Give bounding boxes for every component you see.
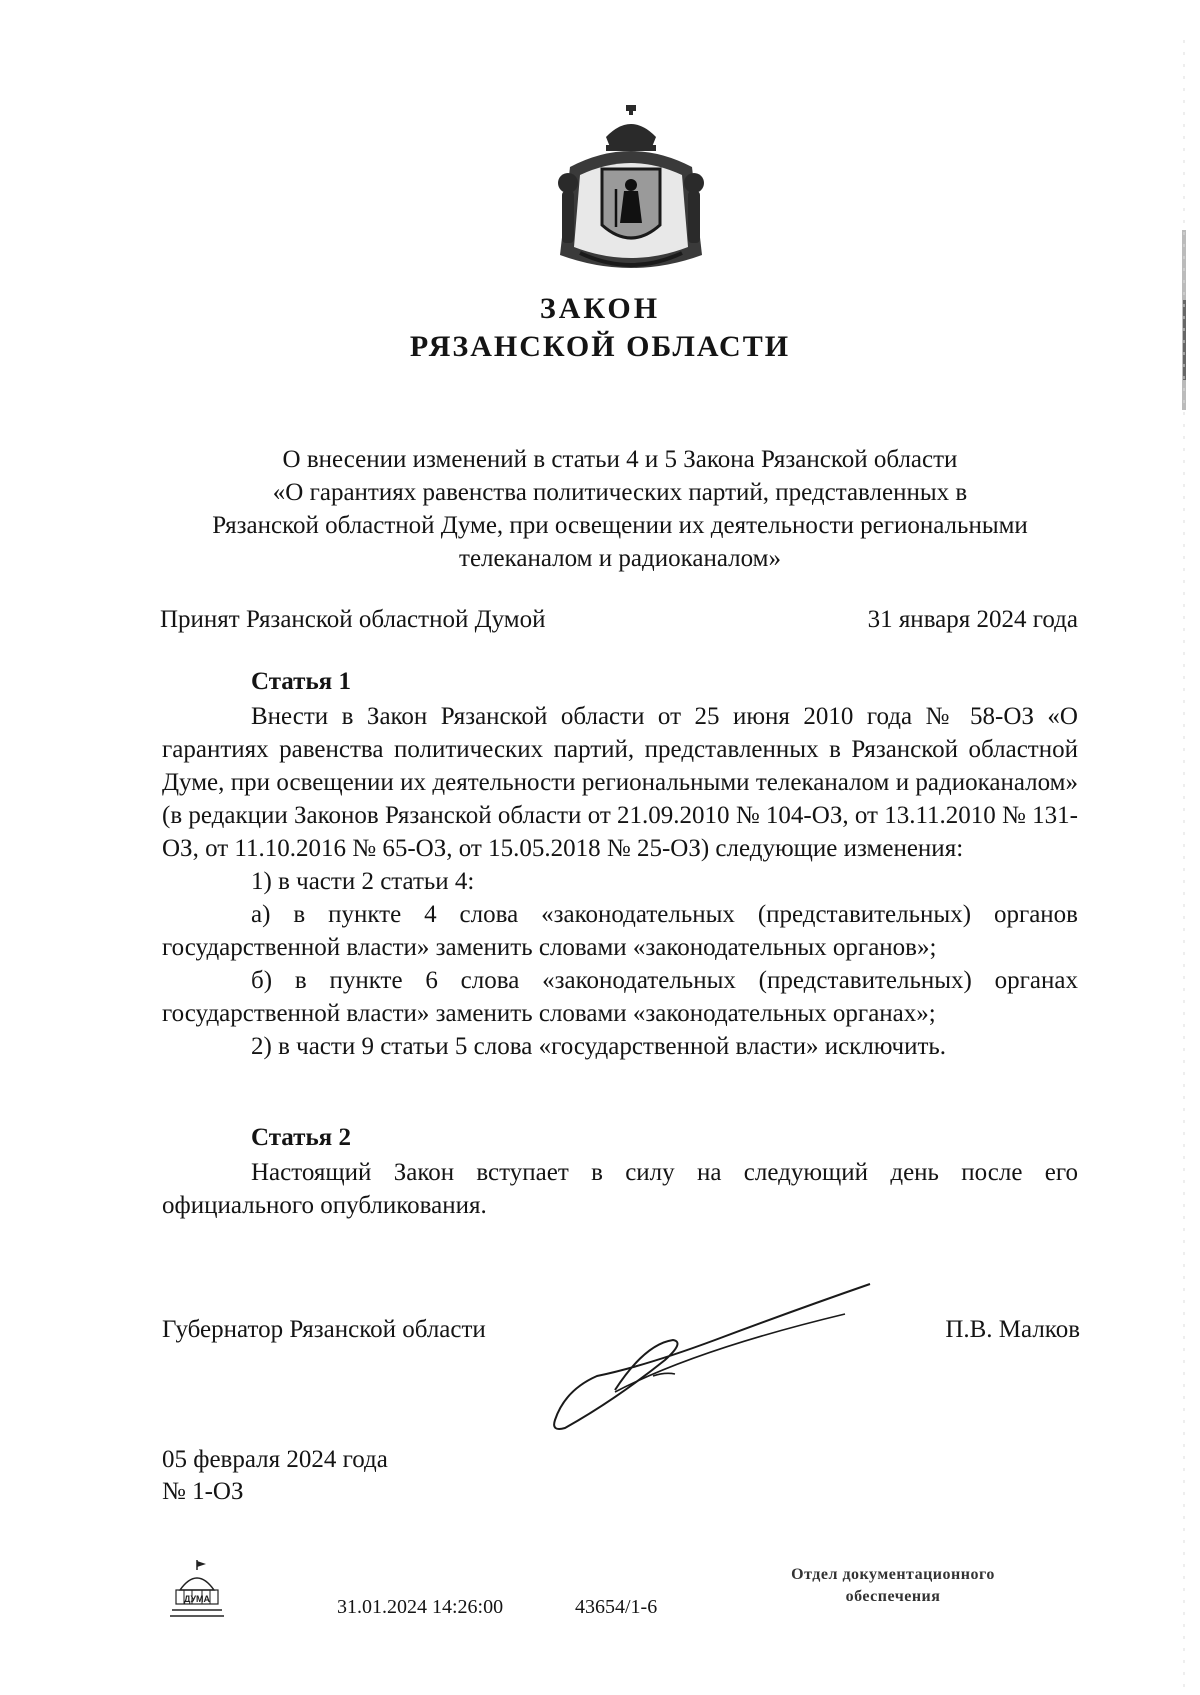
subject-line: О внесении изменений в статьи 4 и 5 Закона Рязанской области — [282, 446, 958, 473]
scan-edge-artifact — [1178, 0, 1190, 1695]
document-subtitle: РЯЗАНСКОЙ ОБЛАСТИ — [409, 330, 791, 363]
registration-number: 43654/1-6 — [575, 1596, 658, 1618]
article-1-item: 1) в части 2 статьи 4: — [251, 868, 475, 895]
law-subject — [160, 443, 1080, 575]
article-2-heading: Статья 2 — [251, 1124, 351, 1151]
governor-name: П.В. Малков — [945, 1316, 1080, 1343]
handwritten-signature — [545, 1280, 875, 1440]
article-1-item: 2) в части 9 статьи 5 слова «государственной власти» исключить. — [251, 1033, 947, 1060]
adoption-label: Принят Рязанской областной Думой — [160, 606, 546, 633]
document-title: ЗАКОН — [539, 292, 661, 325]
governor-title: Губернатор Рязанской области — [162, 1316, 486, 1343]
registration-timestamp: 31.01.2024 14:26:00 — [337, 1596, 504, 1618]
adoption-date: 31 января 2024 года — [867, 606, 1078, 633]
department-stamp — [748, 1564, 1038, 1608]
subject-line: телеканалом и радиоканалом» — [459, 545, 781, 572]
subject-line: «О гарантиях равенства политических партий, представленных в — [272, 479, 968, 506]
article-1-intro: Внести в Закон Рязанской области от 25 июня 2010 года № 58-ОЗ «О гарантиях равенства политических партий, представленных в Рязанской областной Думе, при освещении их деятельности региональными телеканалом и радиоканалом» (в редакции Законов Рязанской области от 21.09.2010 № 104-ОЗ, от 13.11.2010 № 131-ОЗ, от 11.10.2016 № 65-ОЗ, от 15.05.2018 № 25-ОЗ) следующие изменения: — [162, 703, 1078, 862]
signing-date: 05 февраля 2024 года — [162, 1446, 388, 1473]
article-1-heading: Статья 1 — [251, 668, 351, 695]
article-1-body — [162, 700, 1078, 1063]
department-stamp-line: обеспечения — [845, 1588, 941, 1605]
duma-logo-text: ДУМА — [183, 1594, 211, 1604]
subject-line: Рязанской областной Думе, при освещении их деятельности региональными — [212, 512, 1028, 539]
article-1-item: а) в пункте 4 слова «законодательных (представительных) органов государственной власти» заменить словами «законодательных органов»; — [162, 901, 1078, 961]
department-stamp-line: Отдел документационного — [791, 1566, 995, 1583]
ryazan-coat-of-arms-icon — [540, 105, 722, 277]
article-2-body — [162, 1156, 1078, 1222]
duma-logo-icon — [168, 1558, 226, 1620]
article-2-text: Настоящий Закон вступает в силу на следующий день после его официального опубликования. — [162, 1159, 1078, 1219]
law-number: № 1-ОЗ — [162, 1478, 244, 1505]
article-1-item: б) в пункте 6 слова «законодательных (представительных) органах государственной власти» заменить словами «законодательных органах»; — [162, 967, 1078, 1027]
